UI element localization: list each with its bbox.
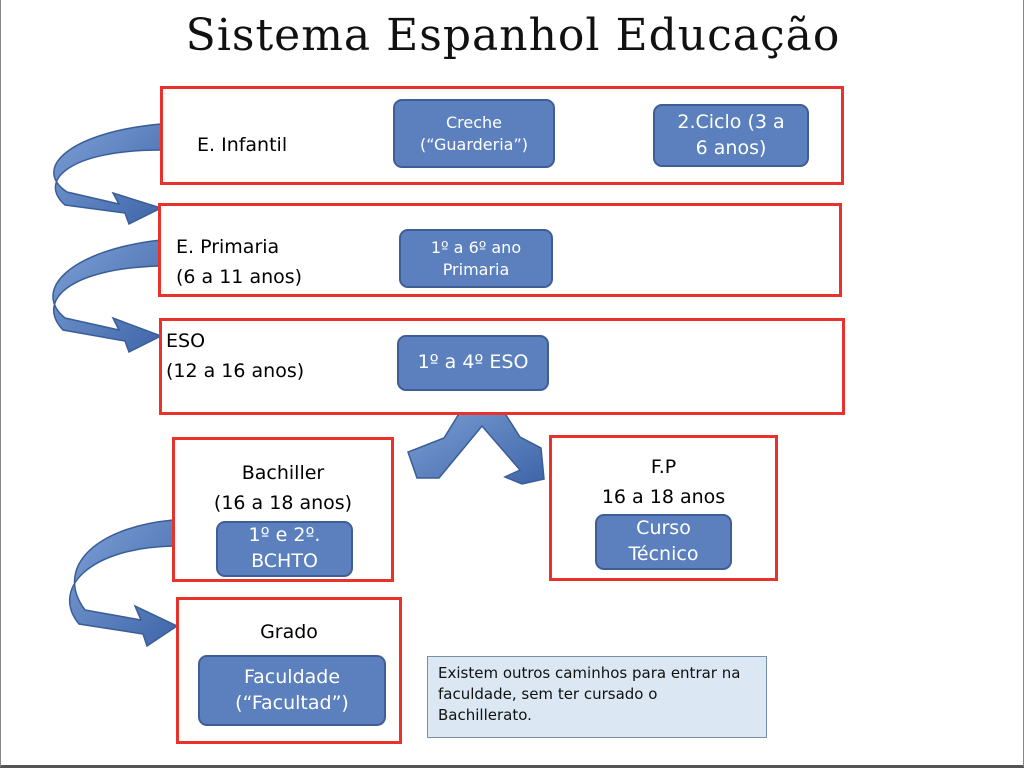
label-bachiller: Bachiller (16 a 18 anos)	[213, 462, 353, 514]
box-curso-tecnico: Curso Técnico	[595, 514, 732, 570]
label-primaria: E. Primaria (6 a 11 anos)	[176, 236, 303, 288]
box-primaria: 1º a 6º ano Primaria	[399, 229, 553, 288]
slide-title: Sistema Espanhol Educação	[185, 10, 841, 61]
box-bchto: 1º e 2º. BCHTO	[216, 521, 353, 577]
curved-arrow-bachiller-grado	[70, 520, 177, 646]
note-box: Existem outros caminhos para entrar na faculdade, sem ter cursado o Bachillerato.	[427, 656, 767, 738]
curved-arrow-infantil-primaria	[54, 124, 161, 224]
box-creche: Creche (“Guarderia”)	[393, 99, 555, 168]
label-infantil: E. Infantil	[197, 134, 288, 156]
box-faculdade: Faculdade (“Facultad”)	[198, 655, 386, 726]
box-2-ciclo: 2.Ciclo (3 a 6 anos)	[653, 104, 809, 167]
branch-chevron-icon	[408, 404, 544, 484]
curved-arrow-primaria-eso	[53, 240, 161, 352]
label-eso: ESO (12 a 16 anos)	[166, 330, 305, 382]
label-fp: F.P 16 a 18 anos	[601, 456, 726, 508]
box-eso: 1º a 4º ESO	[397, 335, 549, 391]
label-grado: Grado	[260, 621, 318, 643]
